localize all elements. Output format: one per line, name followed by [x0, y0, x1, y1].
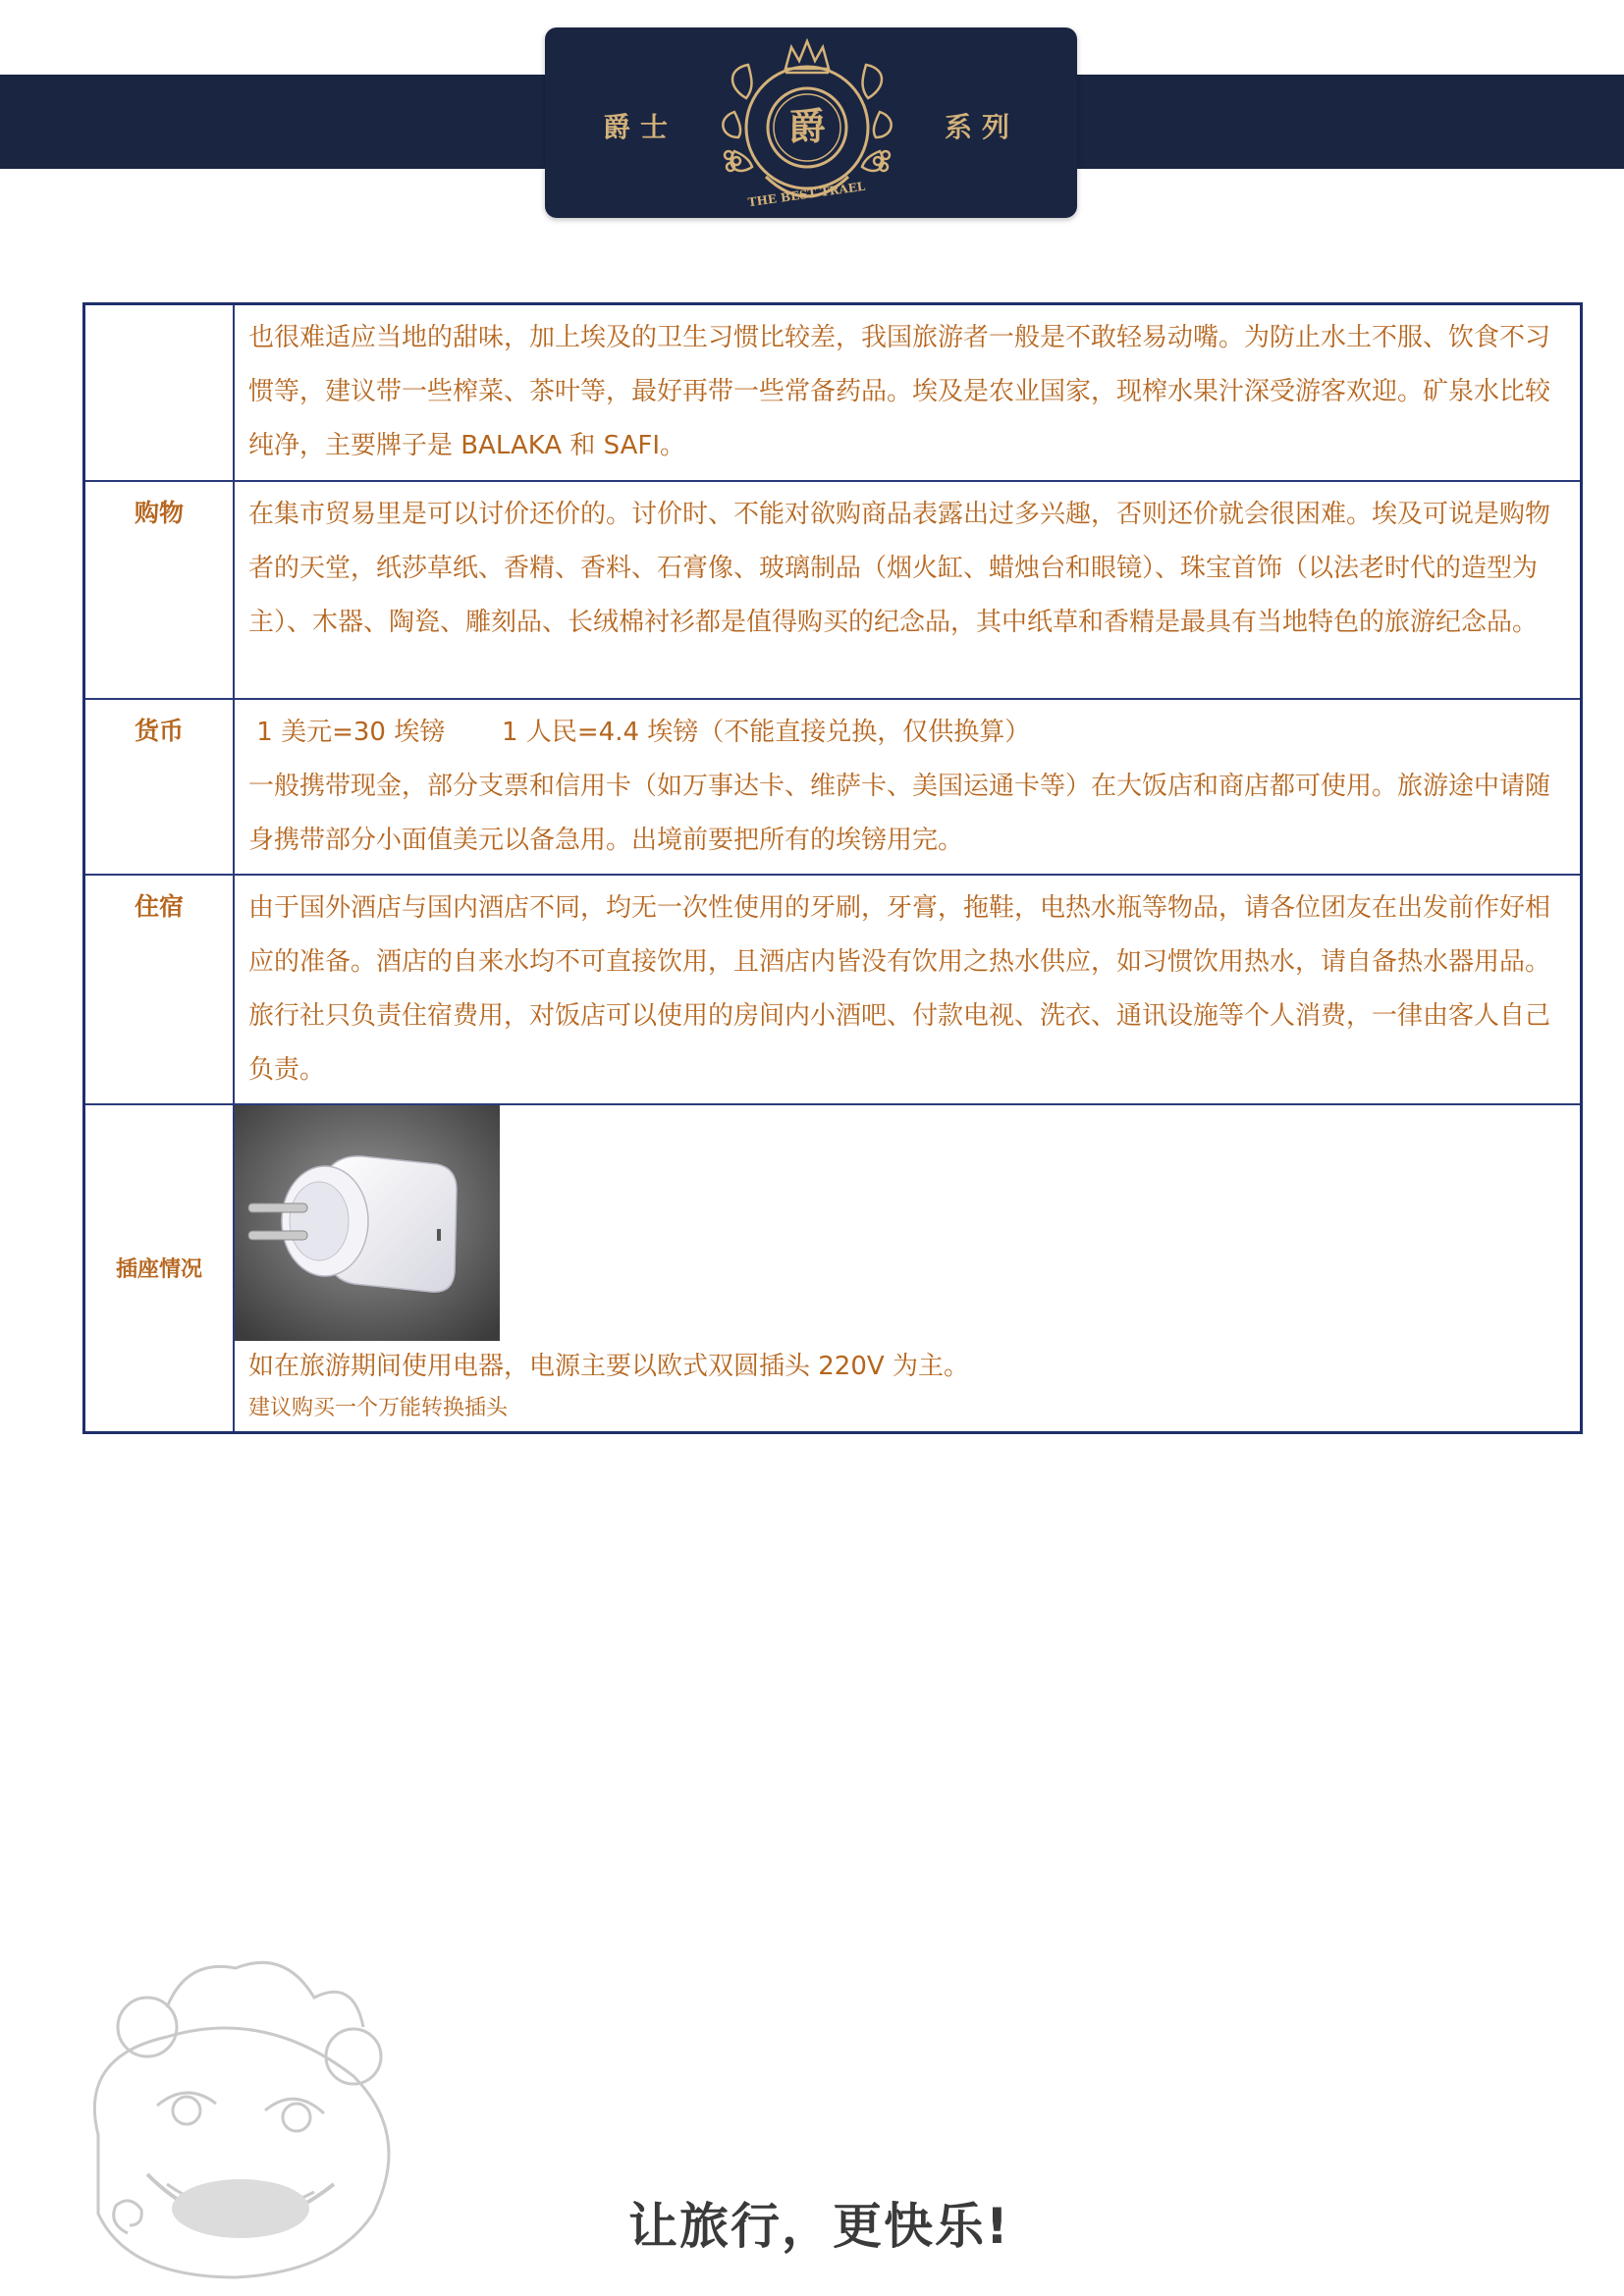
row-label-socket: 插座情况	[84, 1104, 235, 1433]
row-content-shopping	[234, 481, 1582, 699]
table-row-food	[84, 304, 1582, 481]
plug-adapter-image	[235, 1105, 500, 1341]
paragraph: 一般携带现金，部分支票和信用卡（如万事达卡、维萨卡、美国运通卡等）在大饭店和商店都可使用。旅游途中请随身携带部分小面值美元以备急用。出境前要把所有的埃镑用完。	[248, 771, 1551, 855]
plug-description: 如在旅游期间使用电器，电源主要以欧式双圆插头 220V 为主。	[248, 1351, 969, 1381]
series-label-left: 爵士	[603, 111, 678, 143]
svg-text:THE BEST TRAEL: THE BEST TRAEL	[746, 179, 867, 210]
monkey-mascot-watermark	[39, 1939, 491, 2292]
row-content-currency	[234, 699, 1582, 875]
table-row-currency	[84, 699, 1582, 875]
series-label-right: 系列	[945, 111, 1020, 143]
travel-info-table	[82, 302, 1583, 1434]
row-label-empty	[84, 304, 235, 481]
row-label-shopping: 购物	[84, 481, 235, 699]
row-label-currency: 货币	[84, 699, 235, 875]
paragraph: 也很难适应当地的甜味，加上埃及的卫生习惯比较差，我国旅游者一般是不敢轻易动嘴。为防止水土不服、饮食不习惯等，建议带一些榨菜、茶叶等，最好再带一些常备药品。埃及是农业国家，现榨水果汁深受游客欢迎。矿泉水比较纯净，主要牌子是 BALAKA 和 SAFI。	[248, 323, 1551, 460]
table-row-accommodation	[84, 875, 1582, 1104]
table-row-shopping	[84, 481, 1582, 699]
table-row-socket	[84, 1104, 1582, 1433]
row-content-socket	[234, 1104, 1582, 1433]
svg-text:爵: 爵	[787, 104, 827, 148]
row-label-accommodation: 住宿	[84, 875, 235, 1104]
paragraph: 由于国外酒店与国内酒店不同，均无一次性使用的牙刷，牙膏，拖鞋，电热水瓶等物品，请各位团友在出发前作好相应的准备。酒店的自来水均不可直接饮用，且酒店内皆没有饮用之热水供应，如习惯饮用热水，请自备热水器用品。旅行社只负责住宿费用，对饭店可以使用的房间内小酒吧、付款电视、洗衣、通讯设施等个人消费，一律由客人自己负责。	[248, 892, 1551, 1085]
row-content-accommodation	[234, 875, 1582, 1104]
plug-advice-note: 建议购买一个万能转换插头	[248, 1395, 509, 1420]
row-content-food	[234, 304, 1582, 481]
exchange-rate-line: 1 美元=30 埃镑 1 人民=4.4 埃镑（不能直接兑换，仅供换算）	[248, 717, 1031, 747]
brand-emblem-logo	[709, 29, 905, 216]
footer-slogan: 让旅行，更快乐!	[628, 2198, 1010, 2255]
paragraph: 在集市贸易里是可以讨价还价的。讨价时、不能对欲购商品表露出过多兴趣，否则还价就会很困难。埃及可说是购物者的天堂，纸莎草纸、香精、香料、石膏像、玻璃制品（烟火缸、蜡烛台和眼镜）、珠宝首饰（以法老时代的造型为主）、木器、陶瓷、雕刻品、长绒棉衬衫都是值得购买的纪念品，其中纸草和香精是最具有当地特色的旅游纪念品。	[248, 499, 1551, 637]
